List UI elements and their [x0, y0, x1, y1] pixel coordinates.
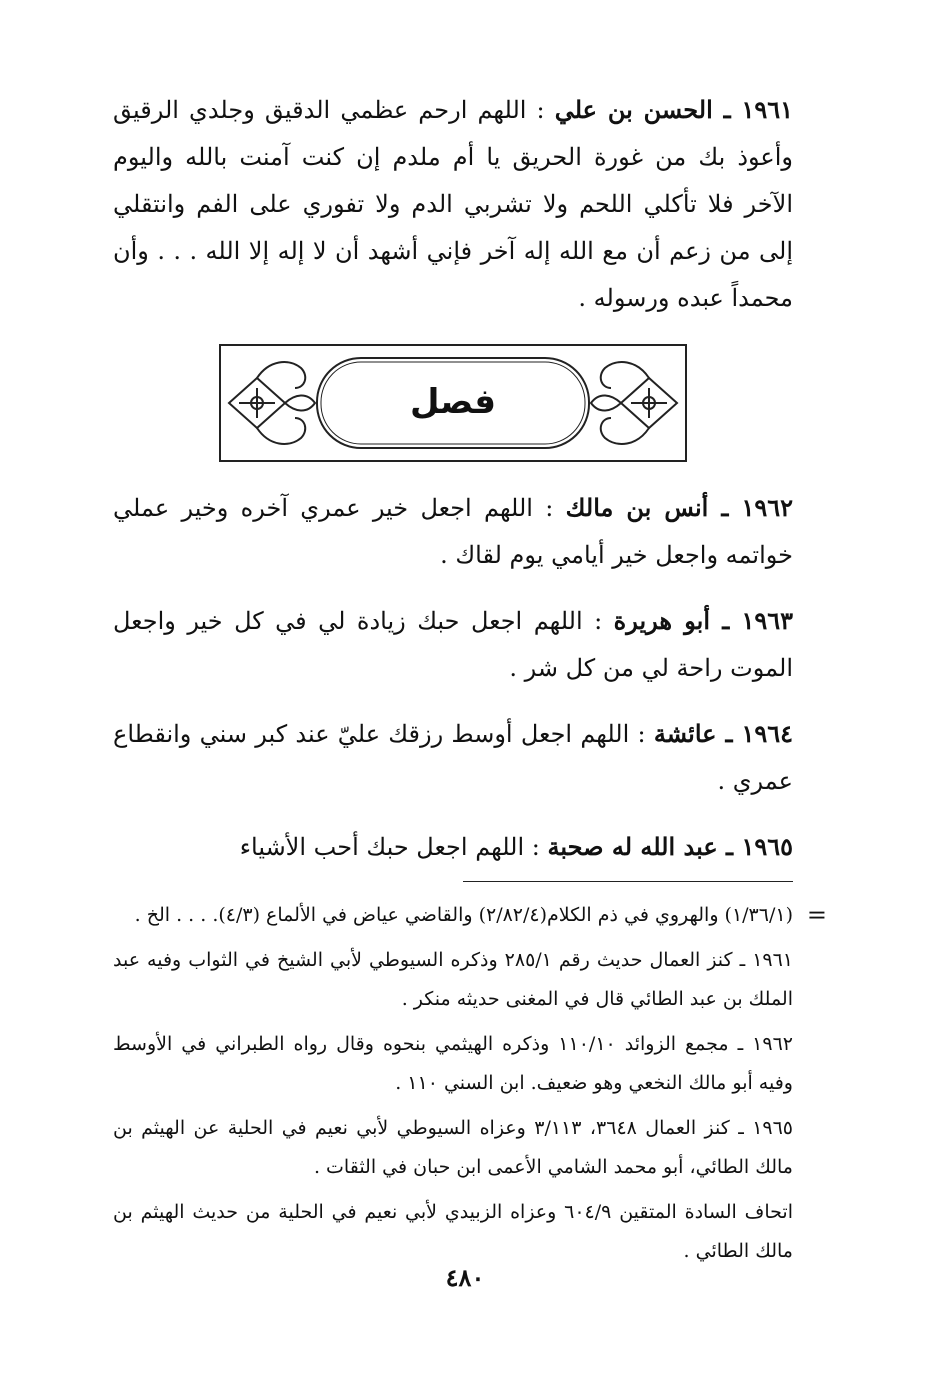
entry-narrator: عائشة [653, 719, 717, 748]
entry-1965 [113, 823, 793, 871]
section-title: فصل [409, 382, 497, 422]
entry-separator: ـ [717, 832, 742, 861]
entry-narrator: أنس بن مالك [565, 493, 709, 522]
footnote-ithaf [113, 1193, 793, 1271]
entry-separator: ـ [716, 719, 742, 748]
entry-1961 [113, 86, 793, 322]
footnote-divider [463, 881, 793, 882]
entry-1964 [113, 710, 793, 805]
entry-narrator: عبد الله له صحبة [547, 832, 718, 861]
entry-text: : اللهم اجعل حبك زيادة لي في كل خير واجعل الموت راحة لي من كل شر . [113, 607, 793, 682]
entry-narrator: أبو هريرة [613, 606, 711, 635]
entry-number: ١٩٦٤ [741, 719, 794, 748]
entry-separator: ـ [710, 606, 742, 635]
entry-text: : اللهم اجعل أوسط رزقك عليّ عند كبر سني وانقطاع عمري . [113, 720, 793, 795]
page-number: ٤٨٠ [445, 1263, 485, 1292]
footnote-text: ١٩٦١ ـ كنز العمال حديث رقم ٢٨٥/١ وذكره السيوطي لأبي الشيخ في الثواب وفيه عبد الملك بن عبد الطائي قال في المغنى حديثه منكر . [113, 949, 794, 1010]
footnote-text: ١٩٦٢ ـ مجمع الزوائد ١١٠/١٠ وذكره الهيثمي بنحوه وقال رواه الطبراني في الأوسط وفيه أبو مالك النخعي وهو ضعيف. ابن السني ١١٠ . [113, 1033, 793, 1094]
entry-separator: ـ [708, 493, 742, 522]
entry-narrator: الحسن بن علي [554, 95, 713, 124]
entry-1963 [113, 597, 793, 692]
entry-number: ١٩٦٥ [741, 832, 793, 861]
entry-1962 [113, 484, 793, 579]
entry-separator: ـ [712, 95, 742, 124]
footnote-continuation [113, 896, 827, 935]
entry-number: ١٩٦٣ [741, 606, 793, 635]
footnote-1961 [113, 941, 793, 1019]
footnotes [113, 896, 827, 1271]
footnote-text: اتحاف السادة المتقين ٦٠٤/٩ وعزاه الزبيدي لأبي نعيم في الحلية من حديث الهيثم بن مالك الطائي . [113, 1201, 793, 1262]
section-banner [219, 344, 687, 462]
entry-number: ١٩٦١ [741, 95, 793, 124]
entry-text: : اللهم اجعل خير عمري آخره وخير عملي خواتمه واجعل خير أيامي يوم لقاك . [113, 494, 793, 569]
footnote-1962 [113, 1025, 793, 1103]
footnote-text: (١/٣٦/١) والهروي في ذم الكلام(٢/٨٢/٤) والقاضي عياض في الألماع (٤/٣). . . . الخ . [134, 904, 793, 926]
footnote-text: ١٩٦٥ ـ كنز العمال ٣٦٤٨، ٣/١١٣ وعزاه السيوطي لأبي نعيم في الحلية عن الهيثم بن مالك الطائي، أبو محمد الشامي الأعمى ابن حبان في الثقات . [113, 1117, 794, 1178]
continuation-mark: = [806, 901, 827, 929]
page-body [113, 86, 827, 1277]
footnote-1965 [113, 1109, 793, 1187]
entry-text: : اللهم اجعل حبك أحب الأشياء [239, 833, 548, 861]
entry-number: ١٩٦٢ [741, 493, 793, 522]
entry-text: : اللهم ارحم عظمي الدقيق وجلدي الرقيق وأعوذ بك من غورة الحريق يا أم ملدم إن كنت آمنت بالله واليوم الآخر فلا تأكلي اللحم ولا تشربي الدم ولا تفوري على الفم وانتقلي إلى من زعم أن مع الله إله آخر فإني أشهد أن لا إله إلا الله . . . وأن محمداً عبده ورسوله . [113, 96, 793, 312]
